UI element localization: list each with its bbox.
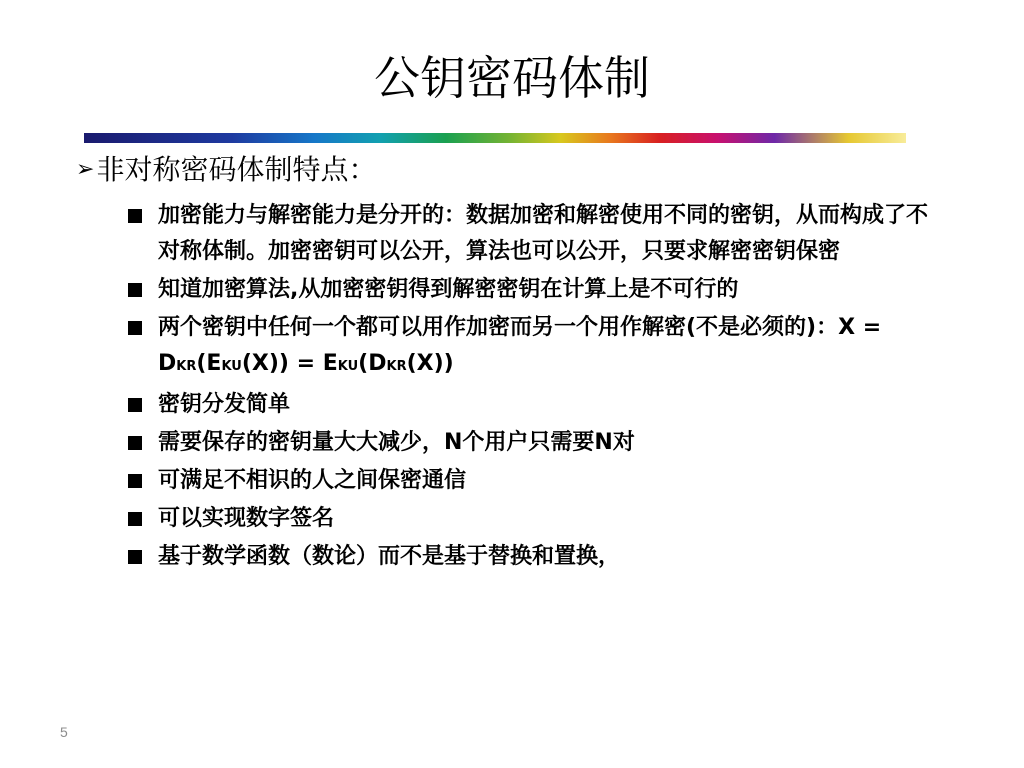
list-item-text: 知道加密算法,从加密密钥得到解密密钥在计算上是不可行的 [158,277,739,302]
square-bullet-icon [128,321,142,335]
list-item-text: 密钥分发简单 [158,392,291,417]
list-item-text: 可以实现数字签名 [158,506,335,531]
list-item-text: 基于数学函数（数论）而不是基于替换和置换， [158,544,621,569]
subscript: KR [386,359,407,374]
formula-part: (E [196,351,222,376]
formula-part: (D [358,351,387,376]
list-item [128,310,928,385]
subscript: KR [176,359,197,374]
square-bullet-icon [128,550,142,564]
list-item [128,198,928,270]
list-item-text: 需要保存的密钥量大大减少，N个用户只需要N对 [158,430,635,455]
list-item-text-before: 两个密钥中任何一个都可以用作加密而另一个用作解密(不是必须的)：X = D [158,315,882,376]
subscript: KU [337,359,359,374]
square-bullet-icon [128,209,142,223]
feature-list [128,198,928,577]
list-item-text: 可满足不相识的人之间保密通信 [158,468,467,493]
section-heading-text: 非对称密码体制特点： [96,153,377,186]
list-item [128,463,928,499]
section-heading [76,150,376,190]
list-item [128,501,928,537]
rainbow-divider [84,133,906,143]
list-item [128,539,928,575]
square-bullet-icon [128,436,142,450]
square-bullet-icon [128,283,142,297]
square-bullet-icon [128,512,142,526]
square-bullet-icon [128,398,142,412]
slide-title: 公钥密码体制 [374,51,650,105]
square-bullet-icon [128,474,142,488]
formula-part: (X)) = E [241,351,338,376]
list-item-text: 加密能力与解密能力是分开的：数据加密和解密使用不同的密钥，从而构成了不对称体制。加密密钥可以公开，算法也可以公开，只要求解密密钥保密 [158,203,929,264]
subscript: KU [221,359,242,374]
page-number: 5 [60,724,68,740]
list-item [128,387,928,423]
formula-part: (X)) [406,351,454,376]
list-item [128,272,928,308]
list-item [128,425,928,461]
arrow-bullet-icon: ➢ [76,157,95,182]
